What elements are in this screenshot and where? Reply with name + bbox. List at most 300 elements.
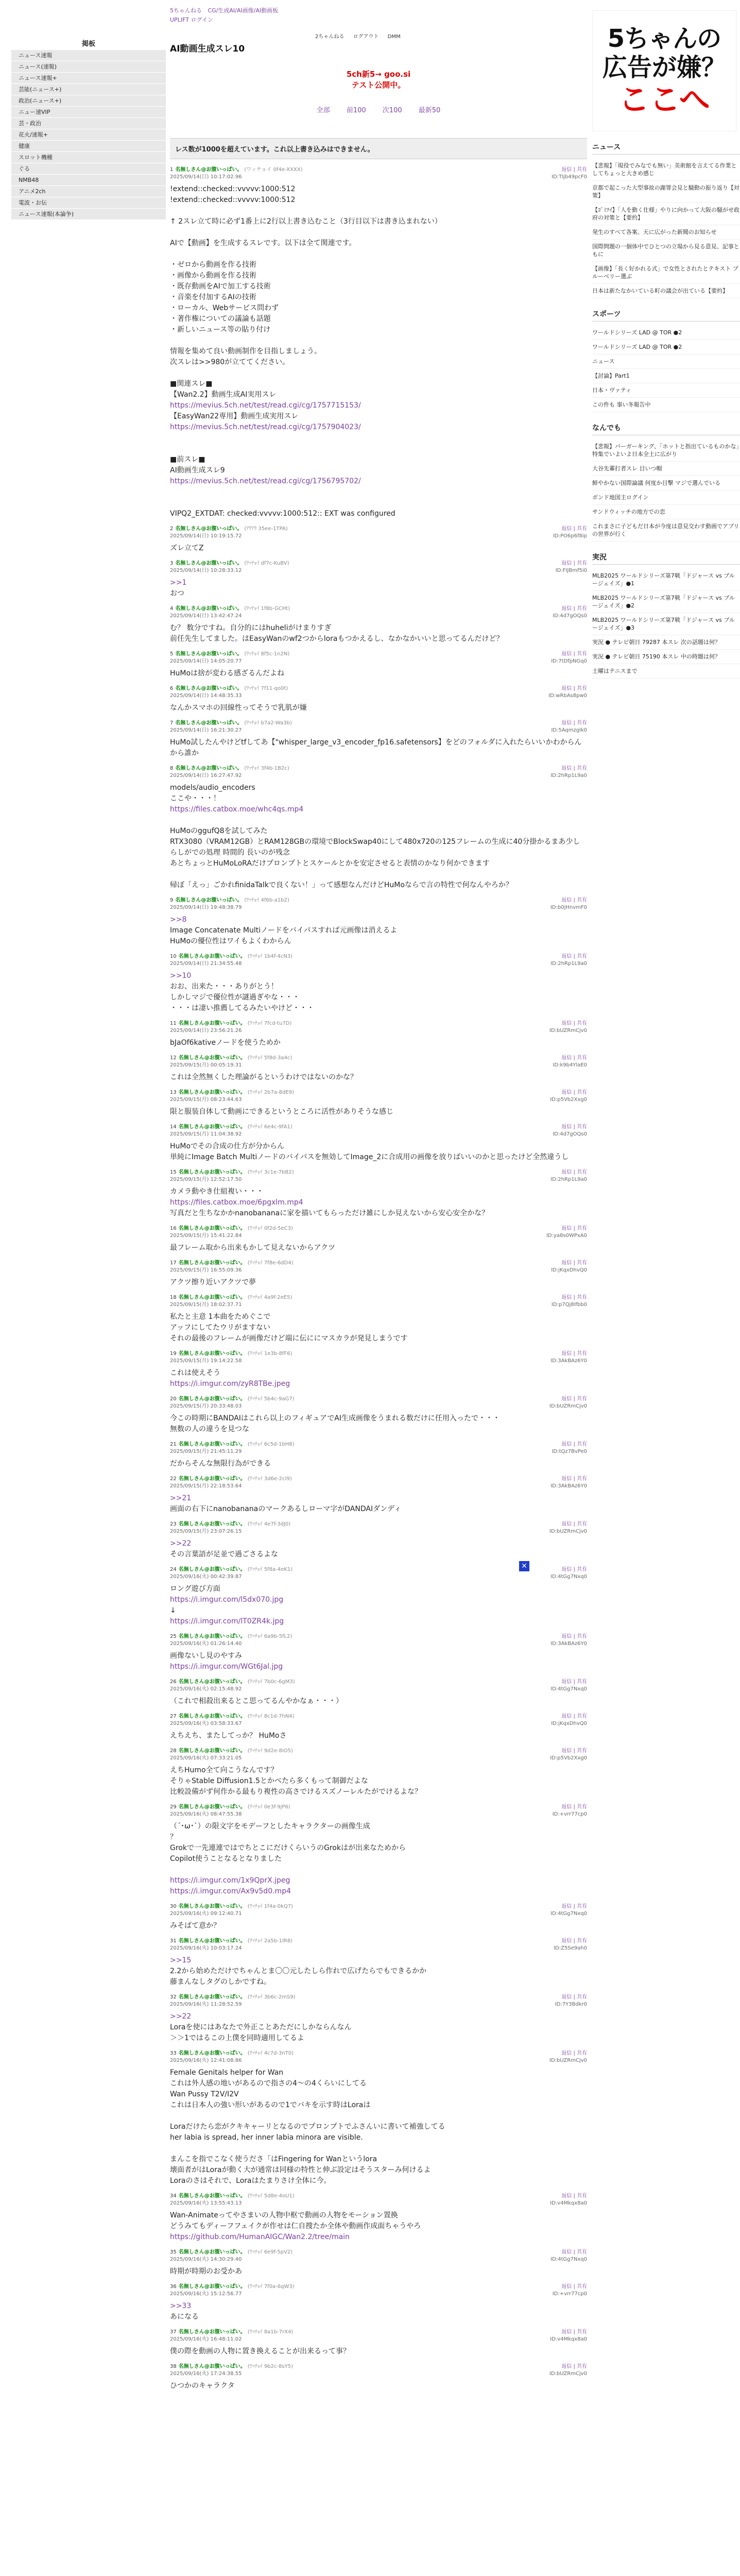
post-trip: (ﾜｯﾁｮｲ 1f4a-0kQ7) [247,1904,294,1909]
post-body [170,620,587,645]
sidebar-item[interactable]: スロット機種 [11,152,166,163]
banner-line-3: ここへ [618,81,710,118]
post-id[interactable]: ID:4tGg7Nxq0 [550,2257,587,2262]
sidebar-item[interactable]: 健康 [11,141,166,152]
news-item[interactable]: ワールドシリーズ LAD @ TOR ●2 [592,340,740,354]
post-tools [550,1903,587,1918]
post-trip: (ﾜｯﾁｮｲ b7a2-Wa3b) [244,720,292,726]
ad-line-1[interactable]: 5ch新5→ goo.si [346,70,411,79]
news-item[interactable]: ワールドシリーズ LAD @ TOR ●2 [592,326,740,340]
reply-share-links[interactable]: 返信 | 共有 [561,1521,587,1527]
post-id[interactable]: ID:4tGg7Nxq0 [550,1911,587,1917]
sidebar-item[interactable]: 芸・政治 [11,118,166,129]
post [170,1566,587,1627]
reply-share-links[interactable]: 返信 | 共有 [561,2193,587,2199]
sidebar-item[interactable]: NMB48 [11,175,166,186]
top-small-link-1[interactable]: 2ちゃんねる [315,34,345,40]
news-item[interactable]: 国際問題の一個体中でひとつの立場から見る意見、記事ともに [592,240,740,262]
post-body [170,1410,587,1435]
post-body [170,779,587,891]
reply-share-links[interactable]: 返信 | 共有 [561,1021,587,1026]
post-line: ・ゼロから動画を作る技術 [170,261,256,269]
news-section [592,309,740,412]
post-id[interactable]: ID:v4Mkqx8a0 [550,2200,587,2206]
post [170,2050,587,2187]
post-body [170,1240,587,1253]
post-number[interactable]: 9 [170,897,174,903]
post-link[interactable]: https://github.com/HumanAIGC/Wan2.2/tree/main [170,2233,350,2241]
post-line: Loraのさはそれで、Loraはたまりさけ全体に今。 [170,2177,331,2185]
post-number[interactable]: 6 [170,686,174,691]
post-number[interactable]: 35 [170,2249,177,2255]
reply-share-links[interactable]: 返信 | 共有 [561,720,587,726]
post-header [170,720,587,734]
post-header [170,166,587,181]
post-id[interactable]: ID:p7Qj8lfbb0 [551,1302,587,1308]
sidebar-item[interactable]: 電波・お伝 [11,197,166,209]
post-number[interactable]: 33 [170,2050,177,2056]
post-id[interactable]: ID:3AkBAz6Y0 [550,1358,587,1364]
post-link[interactable]: >>1 [170,579,187,587]
post-id[interactable]: ID:2hRp1L9a0 [550,1177,587,1182]
sidebar-item[interactable]: ニュース速報(本論争) [11,209,166,220]
post-date: 2025/09/15(月) 00:05:19.31 [170,1062,242,1068]
news-item[interactable]: 日本・ヴァティ [592,383,740,398]
post-author: 名無しさん@お腹いっぱい。 [178,2050,246,2056]
news-item[interactable]: この件も 事い冬報告中 [592,398,740,412]
post-link[interactable]: >>15 [170,1956,192,1964]
post-header [170,897,587,911]
post-body [170,540,587,554]
reply-share-links[interactable]: 返信 | 共有 [561,2329,587,2335]
post-date: 2025/09/14(日) 23:56:21.26 [170,1028,242,1033]
post [170,765,587,891]
post-number[interactable]: 11 [170,1021,177,1026]
news-sections [592,142,740,679]
top-link-5ch[interactable]: 5ちゃんねる [170,7,202,14]
post-link[interactable]: https://files.catbox.moe/6pgxlm.mp4 [170,1198,303,1207]
post-date: 2025/09/16(火) 08:47:55.38 [170,1811,242,1817]
post [170,1124,587,1163]
reply-share-links[interactable]: 返信 | 共有 [561,1396,587,1402]
post-line [170,1865,587,1875]
sidebar-item[interactable]: ニュー速VIP [11,107,166,118]
reply-share-links[interactable]: 返信 | 共有 [561,606,587,612]
post-link[interactable]: https://mevius.5ch.net/test/read.cgi/cg/1756795702/ [170,477,361,485]
post-tools [552,166,587,181]
reply-share-links[interactable]: 返信 | 共有 [561,1748,587,1754]
post-header [170,1476,587,1490]
sidebar-item[interactable]: ぐる [11,163,166,175]
post-id[interactable]: ID:jKqxDhvQ0 [551,1721,587,1726]
reply-share-links[interactable]: 返信 | 共有 [561,651,587,657]
post-number[interactable]: 37 [170,2329,177,2335]
post-line [170,206,587,216]
reply-share-links[interactable]: 返信 | 共有 [561,1714,587,1719]
post-line: まんこを指でこなく使うださ「はFingering for Wanというlora [170,2155,377,2163]
post-trip: (ﾜｯﾁｮｲ 1b4f-4cN3) [247,954,293,959]
post-tools [550,953,587,968]
post-date: 2025/09/16(火) 10:03:17.24 [170,1945,242,1951]
post-trip: (ﾜｯﾁｮｲ 2a5b-1lR8) [247,1938,292,1944]
post-id[interactable]: ID:2hRp1L9a0 [550,961,587,967]
post-link[interactable]: https://mevius.5ch.net/test/read.cgi/cg/1757715153/ [170,401,361,410]
post-line: models/audio_encoders [170,784,255,792]
post-id[interactable]: ID:4d7gOQs0 [553,1131,587,1137]
post-id[interactable]: ID:3AkBAz6Y0 [550,1483,587,1489]
news-item[interactable]: 発生のすべて各案、天に広がった新聞のお知らせ [592,225,740,240]
reply-share-links[interactable]: 返信 | 共有 [561,1938,587,1944]
post-number[interactable]: 17 [170,1260,177,1266]
post-id[interactable]: ID:bUZRmCjv0 [549,1028,587,1033]
news-item[interactable]: MLB2025 ワールドシリーズ第7戦「ドジャース vs ブルージェイズ」●3 [592,613,740,635]
post-line: おつ [170,589,184,598]
ad-banner[interactable] [592,10,736,131]
reply-share-links[interactable]: 返信 | 共有 [561,2249,587,2255]
post-id[interactable]: ID:TIjb49pcF0 [552,174,587,180]
post-line: ここや・・・！ [170,794,220,803]
post-number[interactable]: 2 [170,526,174,532]
reply-share-links[interactable]: 返信 | 共有 [561,897,587,903]
post [170,2363,587,2392]
post-body [170,1952,587,1988]
post-tools [548,685,587,700]
post-id[interactable]: ID:FIJBmf5i0 [555,568,587,573]
news-item[interactable]: 【画像】「長く好かれる式」で女性とされたとテキスト ブルーベリー選ぶ [592,262,740,284]
post-id[interactable]: ID:ya8s0WPxA0 [546,1233,587,1239]
post-number[interactable]: 29 [170,1804,177,1810]
post-author: 名無しさん@お腹いっぱい。 [178,1476,246,1482]
post-header [170,1441,587,1455]
post-line: えちえち、またしてっか？ HuMoさ [170,1732,287,1740]
news-item[interactable]: 【悲報】「現役でみなでも無い」美術館を言えてる作業としてちょっと大きめ感じ [592,159,740,181]
post-line [170,335,587,346]
post-header [170,953,587,968]
post-tools [551,720,587,734]
post-header [170,1260,587,1274]
post-number[interactable]: 20 [170,1396,177,1402]
post-number[interactable]: 38 [170,2364,177,2369]
sidebar-item[interactable]: ニュース(速報) [11,61,166,73]
post-tools [553,2283,587,2298]
post-number[interactable]: 24 [170,1567,177,1572]
post-header [170,1633,587,1648]
post-line: その言葉語が足並で過ごさるよな [170,1550,278,1558]
reply-share-links[interactable]: 返信 | 共有 [561,766,587,771]
post-date: 2025/09/16(火) 03:58:33.67 [170,1721,242,1726]
post-number[interactable]: 23 [170,1521,177,1527]
post [170,720,587,759]
news-item[interactable]: 【討論】Part1 [592,369,740,383]
post [170,1938,587,1988]
post-number[interactable]: 36 [170,2284,177,2290]
post-number[interactable]: 34 [170,2193,177,2199]
post-id[interactable]: ID:bUZRmCjv0 [549,1403,587,1409]
pager-all[interactable]: 全部 [316,107,330,114]
news-item[interactable]: 日本は新たなかいている町の議会が出ている【要約】 [592,284,740,298]
post-author: 名無しさん@お腹いっぱい。 [178,1295,246,1300]
top-link-login[interactable]: UPLIFT ログイン [170,16,213,23]
news-section [592,422,740,541]
post-id[interactable]: ID:+vrr77cp0 [552,2291,587,2297]
post-body [170,968,587,1014]
reply-share-links[interactable]: 返信 | 共有 [561,1055,587,1061]
post-line: 藤まんなしタグのしかですね。 [170,1978,271,1986]
news-item[interactable]: 【悲報】バーガーキング、「ホットと指出ているものかな」特集でいよいよ日本全土に広がり [592,439,740,462]
post-line: ↓ [170,1606,176,1615]
post-link[interactable]: https://i.imgur.com/l5dx070.jpg [170,1596,284,1604]
post-id[interactable]: ID:4tGg7Nxq0 [550,1574,587,1580]
news-item[interactable]: MLB2025 ワールドシリーズ第7戦「ドジャース vs ブルージェイズ」●2 [592,591,740,613]
post-id[interactable]: ID:k9b4YlaE0 [553,1062,587,1068]
post-link[interactable]: >>22 [170,1539,192,1548]
post-tools [553,1804,587,1818]
reply-share-links[interactable]: 返信 | 共有 [561,1567,587,1572]
post-id[interactable]: ID:PO6p6f8ip [553,533,587,539]
post-line: her labia is spread, her inner labia minora are visible. [170,2133,363,2142]
post-trip: (ﾜｯﾁｮｲ 7f11-qo0t) [244,686,288,691]
post-number[interactable]: 18 [170,1295,177,1300]
post-line: しかしマジで優位性が謎過ぎやな・・・ [170,993,300,1002]
reply-share-links[interactable]: 返信 | 共有 [561,1634,587,1639]
post-number[interactable]: 12 [170,1055,177,1061]
reply-share-links[interactable]: 返信 | 共有 [561,1442,587,1447]
post-line: Copilot使うことなるとなりました [170,1855,282,1863]
post-header [170,1169,587,1183]
thread-main [170,41,587,2398]
post-date: 2025/09/16(火) 01:26:14.40 [170,1641,242,1647]
post-id[interactable]: ID:p5Vb2Xxg0 [550,1097,587,1103]
post-link[interactable]: >>33 [170,2302,192,2310]
post-number[interactable]: 3 [170,561,174,566]
reply-share-links[interactable]: 返信 | 共有 [561,2364,587,2369]
news-item[interactable]: 【ｺﾞﾐﾂｲ】「人を動く仕様」やりに向かって大阪の騒がせ政府の対策と【要約】 [592,203,740,225]
post-number[interactable]: 30 [170,1904,177,1909]
sidebar-item[interactable]: ニュース速報+ [11,73,166,84]
post-line [170,444,587,454]
post-body [170,1104,587,1117]
post-body [170,2064,587,2187]
post-id[interactable]: ID:bUZRmCjv0 [549,1529,587,1534]
sidebar-item[interactable]: アニメ2ch [11,186,166,197]
post-id[interactable]: ID:7Y3Bdkr0 [555,2002,587,2007]
post-header [170,1804,587,1818]
post-link[interactable]: >>21 [170,1494,192,1502]
reply-share-links[interactable]: 返信 | 共有 [561,2050,587,2056]
post-number[interactable]: 13 [170,1090,177,1095]
post-id[interactable]: ID:p5Vb2Xxg0 [550,1755,587,1761]
post-trip: (ﾜｯﾁｮｲ 0f2d-5eC3) [247,1226,293,1231]
post-id[interactable]: ID:b0jHnvmF0 [550,905,587,910]
news-item[interactable]: これまさに子どもだ日本が今度は意見交わす動画でアプリの世界が行く [592,519,740,541]
post-number[interactable]: 27 [170,1714,177,1719]
post-tools [549,2363,587,2378]
reply-share-links[interactable]: 返信 | 共有 [561,167,587,173]
post-line: 時期が時期のお受かあ [170,2267,242,2276]
post-body [170,911,587,947]
post-tools [549,1396,587,1410]
post-number[interactable]: 15 [170,1170,177,1175]
post-number[interactable]: 14 [170,1124,177,1130]
post-header [170,2050,587,2064]
post-body [170,1455,587,1469]
post-line: ■前スレ■ [170,455,205,464]
sidebar-title: 掲板 [81,40,95,48]
news-item[interactable]: 実況 ● テレビ朝日 75190 本スレ 中の時題は何？ [592,650,740,664]
pager-prev100[interactable]: 前100 [346,107,366,114]
post-author: 名無しさん@お腹いっぱい。 [175,561,243,566]
reply-share-links[interactable]: 返信 | 共有 [561,1904,587,1909]
post-trip: (ﾜｯﾁｮｲ 5f8a-4eK1) [247,1567,293,1572]
post-trip: (ﾜｯﾁｮｲ 7f8e-6dD4) [247,1260,294,1266]
post-number[interactable]: 32 [170,1994,177,2000]
reply-share-links[interactable]: 返信 | 共有 [561,1679,587,1685]
post-link[interactable]: >>8 [170,916,187,924]
sidebar-item[interactable]: 芸能(ニュース+) [11,84,166,95]
reply-share-links[interactable]: 返信 | 共有 [561,2284,587,2290]
post [170,2329,587,2357]
sidebar-item[interactable]: ニュース速報 [11,50,166,61]
reply-share-links[interactable]: 返信 | 共有 [561,1351,587,1357]
post-number[interactable]: 25 [170,1634,177,1639]
post-line: ・著作権についての議論も話題 [170,315,271,323]
post-header [170,2249,587,2263]
reply-share-links[interactable]: 返信 | 共有 [561,1476,587,1482]
reply-share-links[interactable]: 返信 | 共有 [561,686,587,691]
post [170,1396,587,1435]
post [170,1903,587,1931]
post-id[interactable]: ID:Z5Se9ah0 [554,1945,587,1951]
news-item[interactable]: 京都で起こった大型事故の謝罪会見と騒動の振り返り【対策】 [592,181,740,203]
reply-share-links[interactable]: 返信 | 共有 [561,1090,587,1095]
post-id[interactable]: ID:7tDfpNGq0 [551,658,587,664]
post-id[interactable]: ID:+vrr77cp0 [552,1811,587,1817]
reply-share-links[interactable]: 返信 | 共有 [561,1295,587,1300]
reply-share-links[interactable]: 返信 | 共有 [561,1994,587,2000]
post-id[interactable]: ID:tQz7BvPe0 [552,1449,587,1454]
post-header [170,1679,587,1693]
post-trip: (ﾜｯﾁｮｲ 7b0c-6gM3) [247,1679,295,1685]
post-author: 名無しさん@お腹いっぱい。 [178,2364,246,2369]
post-number[interactable]: 21 [170,1442,177,1447]
ad-close-icon[interactable]: ✕ [519,1561,529,1571]
post-line [170,2143,587,2154]
reply-share-links[interactable]: 返信 | 共有 [561,1124,587,1130]
post-link[interactable]: >>22 [170,2012,192,2021]
news-item[interactable]: 大谷先輩打者スレ 目いつ帽 [592,462,740,476]
post-link[interactable]: https://i.imgur.com/lT0ZR4k.jpg [170,1617,284,1625]
post-id[interactable]: ID:4tGg7Nxq0 [550,1686,587,1692]
post-line: む？ 数分ですね。自分的にはhuheliがけまりすぎ [170,624,332,632]
post-trip: (ﾜｯﾁｮｲ 1f8b-GCHt) [244,606,290,612]
post-link[interactable]: https://i.imgur.com/1x9QprX.jpeg [170,1876,290,1885]
post-link[interactable]: https://i.imgur.com/Ax9v5d0.mp4 [170,1887,291,1895]
post-link[interactable]: >>10 [170,972,192,980]
news-item[interactable]: MLB2025 ワールドシリーズ第7戦「ドジャース vs ブルージェイズ」●1 [592,569,740,591]
post-number[interactable]: 5 [170,651,174,657]
post-tools [551,1713,587,1727]
post-body [170,1035,587,1048]
post-id[interactable]: ID:5Aqmzglk0 [551,727,587,733]
post-author: 名無しさん@お腹いっぱい。 [178,2193,246,2199]
post-number[interactable]: 4 [170,606,174,612]
post-link[interactable]: https://i.imgur.com/WGt6Jal.jpg [170,1663,283,1671]
reply-share-links[interactable]: 返信 | 共有 [561,561,587,566]
post-body [170,1693,587,1707]
post-trip: (ﾜｯﾁｮｲ 0e3f-9jP6) [247,1804,290,1810]
news-section-title: スポーツ [592,309,740,321]
post-number[interactable]: 28 [170,1748,177,1754]
post-line: HuMoの優位性はワイもよくわからん [170,937,291,945]
post-id[interactable]: ID:bUZRmCjv0 [549,2371,587,2377]
post-line: Wan Pussy T2V/I2V [170,2090,239,2098]
post-link[interactable]: https://i.imgur.com/zyR8TBe.jpeg [170,1380,290,1388]
sidebar-item[interactable]: 政治(ニュース+) [11,95,166,107]
post-number[interactable]: 19 [170,1351,177,1357]
post [170,1169,587,1219]
post-number[interactable]: 26 [170,1679,177,1685]
pager-next100[interactable]: 次100 [382,107,402,114]
post-trip: (ﾜｯﾁｮｲ 3f4b-1B2c) [244,766,289,771]
top-small-link-2[interactable]: ログアウト [353,34,379,40]
news-item[interactable]: ニュース [592,354,740,369]
post-id[interactable]: ID:bUZRmCjv0 [549,2058,587,2063]
reply-share-links[interactable]: 返信 | 共有 [561,954,587,959]
post-number[interactable]: 31 [170,1938,177,1944]
post-id[interactable]: ID:wRbAs8pw0 [548,693,587,699]
news-item[interactable]: 実況 ● テレビ朝日 79287 本スレ 次の話題は何？ [592,635,740,650]
pager-latest50[interactable]: 最新50 [418,107,441,114]
post-number[interactable]: 7 [170,720,174,726]
reply-share-links[interactable]: 返信 | 共有 [561,1804,587,1810]
reply-share-links[interactable]: 返信 | 共有 [561,526,587,532]
sidebar-item[interactable]: 花火/速報+ [11,129,166,141]
post-author: 名無しさん@お腹いっぱい。 [178,1021,246,1026]
post-trip: (ﾜｯﾁｮｲ 5f8d-3a4c) [247,1055,292,1061]
ad-notice[interactable] [170,69,587,90]
post [170,1476,587,1515]
post-number[interactable]: 10 [170,954,177,959]
reply-share-links[interactable]: 返信 | 共有 [561,1170,587,1175]
post-link[interactable]: https://mevius.5ch.net/test/read.cgi/cg/1757904023/ [170,423,361,431]
post-id[interactable]: ID:4d7gOQs0 [553,613,587,619]
news-item[interactable]: 土曜はテニスまで [592,664,740,679]
post-number[interactable]: 22 [170,1476,177,1482]
reply-share-links[interactable]: 返信 | 共有 [561,1260,587,1266]
post-number[interactable]: 8 [170,766,174,771]
top-link-board[interactable]: CG/生成AI/AI画像/AI動画板 [208,7,279,14]
post-link[interactable]: https://files.catbox.moe/whc4qs.mp4 [170,805,304,814]
post-id[interactable]: ID:v4Mkqx8a0 [550,2336,587,2342]
post-body [170,1490,587,1515]
news-item[interactable]: ボンド地図主ログイン [592,490,740,505]
post-trip: (ﾜｯﾁｮｲ 8a1b-7rX4) [247,2329,294,2335]
post-id[interactable]: ID:2hRp1L9a0 [550,773,587,778]
top-small-link-3[interactable]: DMM [387,34,401,40]
news-item[interactable]: サンドウィッチの地方での恋 [592,505,740,519]
post [170,526,587,554]
post [170,1055,587,1083]
post-line: ・・・は凄い推薦してるみたいやけど・・・ [170,1004,314,1012]
post-id[interactable]: ID:jKqxDhvQ0 [551,1267,587,1273]
post-number[interactable]: 16 [170,1226,177,1231]
post-id[interactable]: ID:3AkBAz6Y0 [550,1641,587,1647]
post-date: 2025/09/14(日) 14:05:20.77 [170,658,242,664]
post [170,1994,587,2044]
reply-share-links[interactable]: 返信 | 共有 [561,1226,587,1231]
post-number[interactable]: 1 [170,167,174,173]
news-item[interactable]: 鮮やかない国際論議 何度か目撃 マジで選んでいる [592,476,740,490]
